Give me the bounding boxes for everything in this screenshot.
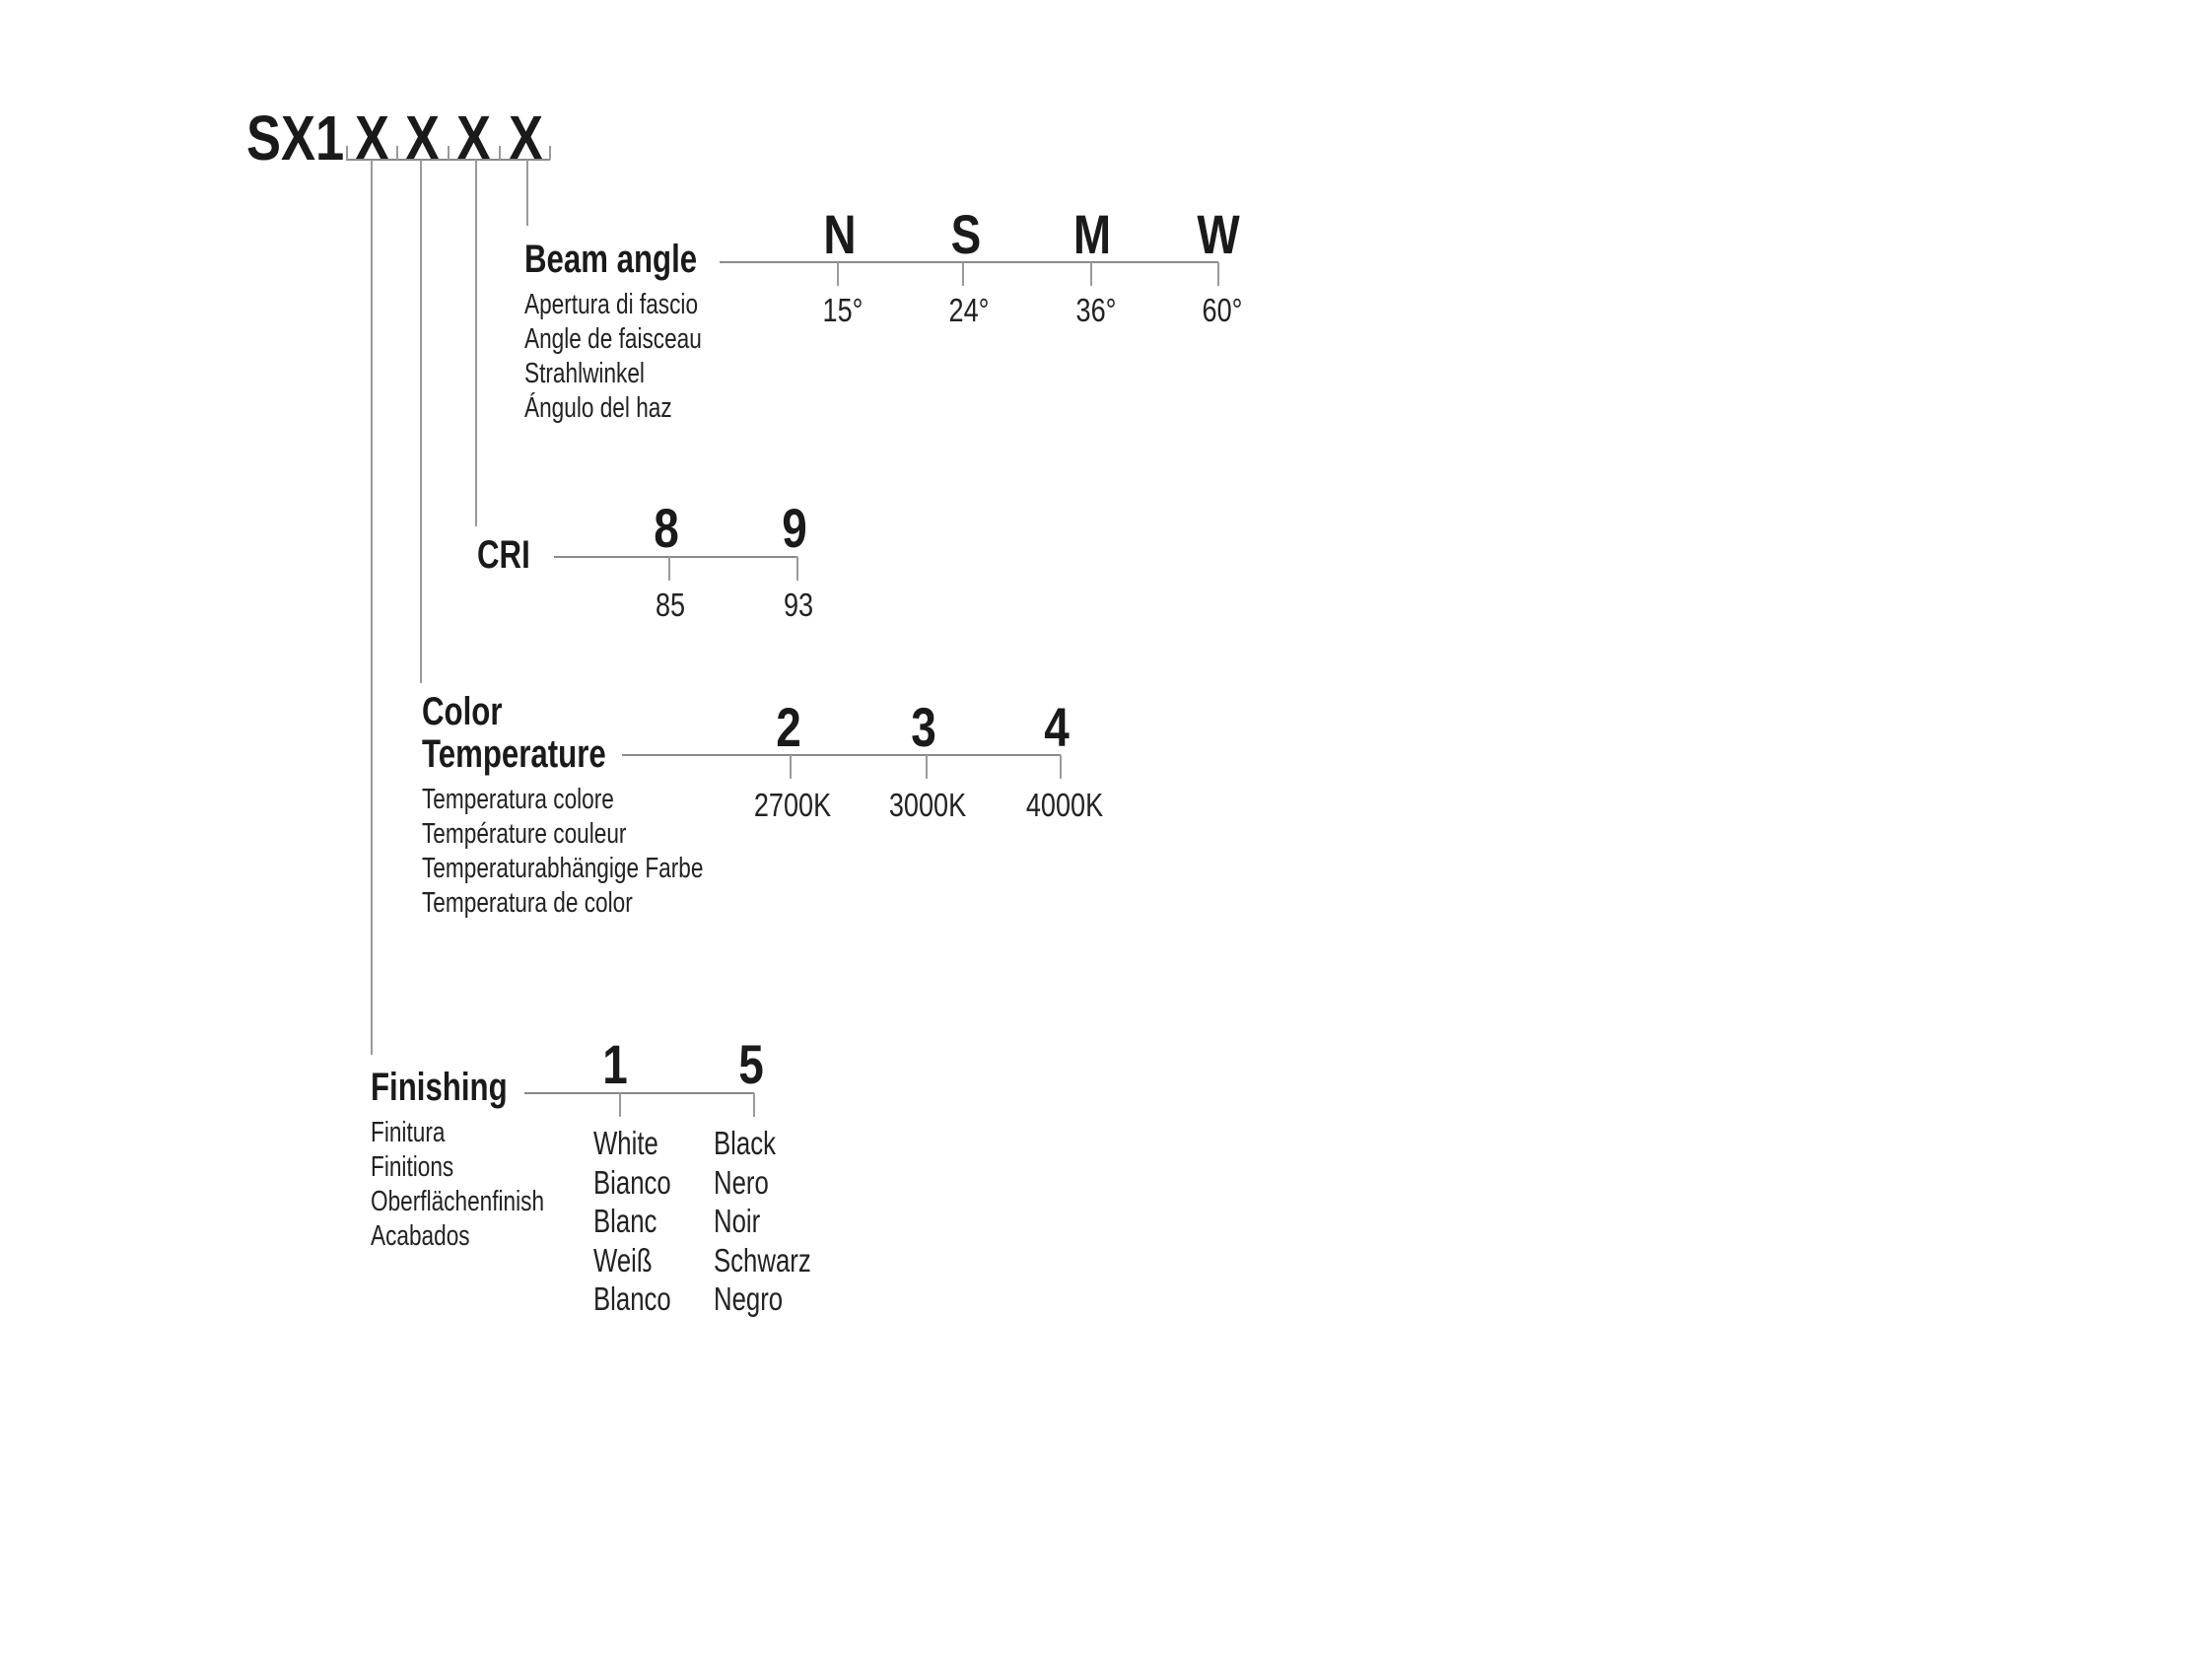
cri-option-code: 8 — [654, 497, 679, 559]
beam-option-value: 60° — [1202, 292, 1243, 328]
cri-option-code: 9 — [782, 497, 807, 559]
finishing-translation: Finitura — [371, 1117, 446, 1148]
axis-tick — [790, 755, 792, 779]
axis-tick — [1217, 262, 1219, 286]
leader-beam-angle — [526, 160, 528, 226]
ct-option-value: 3000K — [888, 787, 967, 823]
cri-title: CRI — [477, 533, 530, 577]
finishing-white-label: Weiß — [593, 1242, 653, 1279]
cri-option-value: 85 — [655, 587, 686, 623]
finishing-white-label: Blanco — [593, 1280, 671, 1317]
beam-option-code: S — [950, 203, 982, 265]
finishing-black-label: Negro — [714, 1280, 784, 1317]
finishing-translation: Finitions — [371, 1151, 454, 1183]
ct-option-code: 4 — [1044, 696, 1070, 758]
finishing-translation: Oberflächenfinish — [371, 1186, 545, 1217]
axis-tick — [962, 262, 964, 286]
beam-angle-translation: Angle de faisceau — [524, 323, 702, 355]
leader-color-temperature — [420, 160, 422, 683]
code-bracket-tick — [396, 146, 398, 160]
finishing-black-label: Schwarz — [714, 1242, 811, 1279]
finishing-white-label: Blanc — [593, 1203, 657, 1239]
axis-tick — [796, 557, 798, 581]
finishing-option-code: 5 — [738, 1033, 764, 1095]
beam-option-code: W — [1197, 203, 1240, 265]
ct-option-value: 2700K — [753, 787, 832, 823]
color-temperature-translation: Temperatura colore — [422, 784, 614, 815]
beam-angle-translation: Strahlwinkel — [524, 358, 645, 389]
leader-finishing — [371, 160, 373, 1055]
beam-option-code: N — [823, 203, 857, 265]
color-temperature-title-line1: Color — [422, 690, 503, 733]
code-placeholder-finishing: X — [355, 103, 390, 173]
axis-tick — [926, 755, 928, 779]
color-temperature-translation: Temperaturabhängige Farbe — [422, 853, 704, 884]
beam-option-value: 15° — [822, 292, 864, 328]
axis-tick — [668, 557, 670, 581]
finishing-black-label: Nero — [714, 1164, 769, 1201]
beam-angle-translation: Ángulo del haz — [524, 392, 672, 424]
code-prefix: SX1 — [246, 103, 345, 173]
code-bracket-tick — [549, 146, 551, 160]
ct-option-value: 4000K — [1025, 787, 1104, 823]
code-bracket-tick — [346, 146, 348, 160]
color-temperature-translation: Température couleur — [422, 818, 627, 850]
code-placeholder-beam-angle: X — [509, 103, 544, 173]
beam-option-value: 24° — [948, 292, 990, 328]
color-temperature-title-line2: Temperature — [422, 732, 606, 776]
axis-tick — [753, 1093, 755, 1117]
finishing-axis — [524, 1092, 754, 1094]
leader-cri — [475, 160, 477, 526]
code-placeholder-color-temperature: X — [405, 103, 441, 173]
beam-option-code: M — [1072, 203, 1112, 265]
ct-option-code: 3 — [911, 696, 936, 758]
code-bracket-tick — [499, 146, 501, 160]
cri-option-value: 93 — [783, 587, 814, 623]
axis-tick — [619, 1093, 621, 1117]
finishing-black-label: Noir — [714, 1203, 761, 1239]
finishing-black-label: Black — [714, 1125, 776, 1161]
beam-angle-translation: Apertura di fascio — [524, 289, 699, 320]
finishing-title: Finishing — [371, 1066, 508, 1109]
beam-angle-title: Beam angle — [524, 238, 698, 281]
ct-option-code: 2 — [776, 696, 801, 758]
axis-tick — [1060, 755, 1062, 779]
color-temperature-translation: Temperatura de color — [422, 887, 633, 919]
beam-option-value: 36° — [1075, 292, 1117, 328]
axis-tick — [837, 262, 839, 286]
code-placeholder-cri: X — [456, 103, 492, 173]
color-temperature-axis — [622, 754, 1061, 756]
finishing-translation: Acabados — [371, 1220, 470, 1252]
finishing-white-label: Bianco — [593, 1164, 671, 1201]
axis-tick — [1090, 262, 1092, 286]
finishing-option-code: 1 — [602, 1033, 628, 1095]
code-bracket-tick — [448, 146, 449, 160]
finishing-white-label: White — [593, 1125, 658, 1161]
